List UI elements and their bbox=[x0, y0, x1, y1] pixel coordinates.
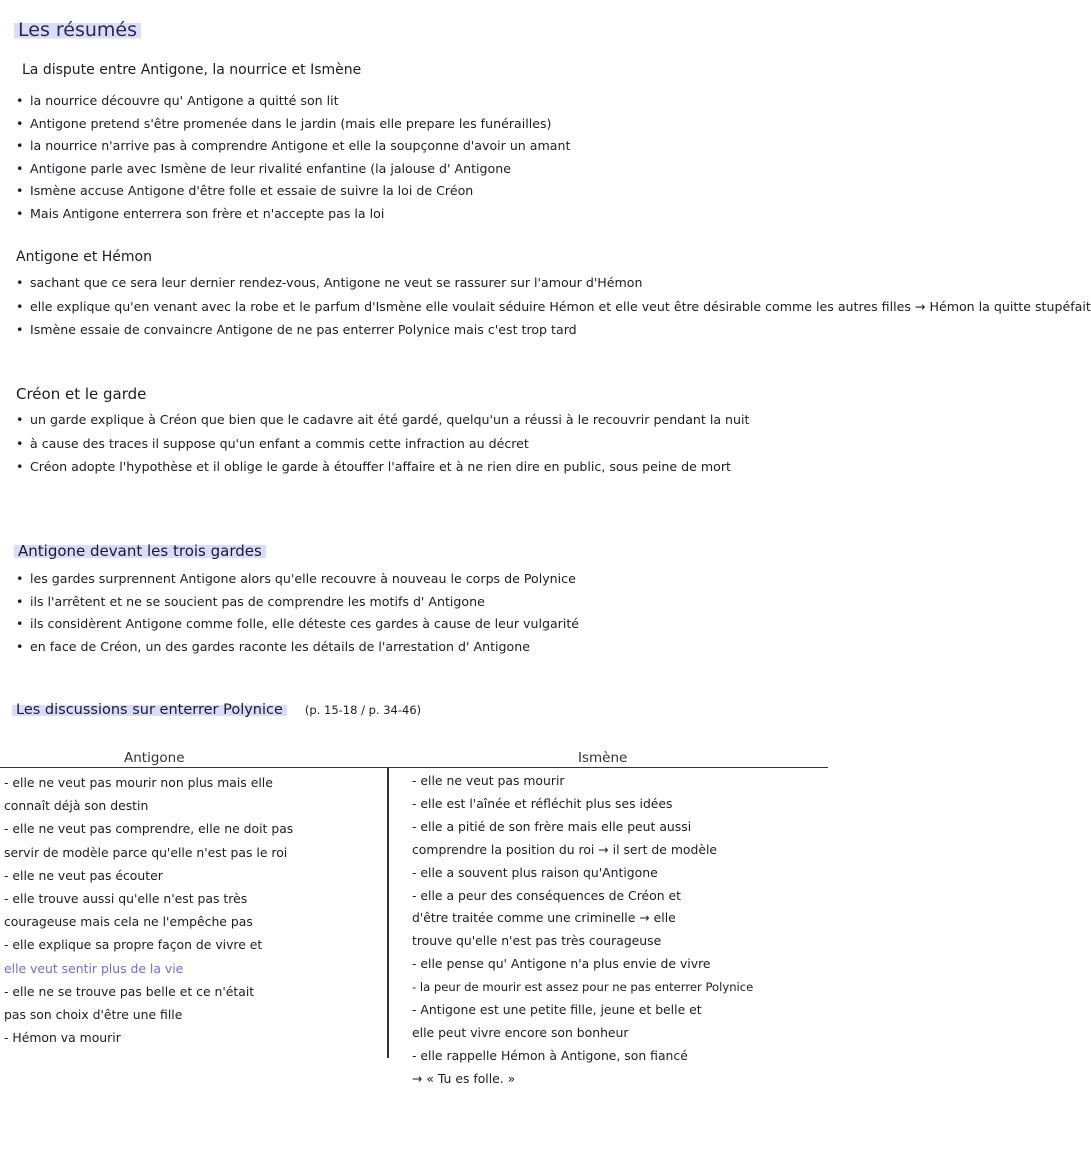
bullet-list-creon-garde bbox=[16, 408, 806, 479]
table-line: - elle a pitié de son frère mais elle peut aussi bbox=[412, 818, 692, 834]
list-item: • Antigone parle avec Ismène de leur rivalité enfantine (la jalouse d' Antigone bbox=[16, 158, 570, 181]
table-line: - elle trouve aussi qu'elle n'est pas très bbox=[4, 891, 248, 907]
table-line: - elle explique sa propre façon de vivre et bbox=[4, 937, 263, 953]
list-item: • la nourrice n'arrive pas à comprendre Antigone et elle la soupçonne d'avoir un amant bbox=[16, 135, 570, 158]
list-item: • Antigone pretend s'être promenée dans le jardin (mais elle prepare les funérailles) bbox=[16, 113, 570, 136]
table-line: servir de modèle parce qu'elle n'est pas le roi bbox=[4, 844, 288, 860]
table-line: connaît déjà son destin bbox=[4, 798, 149, 814]
table-line: - la peur de mourir est assez pour ne pas enterrer Polynice bbox=[412, 980, 754, 995]
table-line: - elle ne veut pas mourir bbox=[412, 773, 565, 788]
list-item: • ils l'arrêtent et ne se soucient pas de comprendre les motifs d' Antigone bbox=[16, 591, 579, 614]
table-line: - elle rappelle Hémon à Antigone, son fiancé bbox=[412, 1047, 688, 1063]
list-item: • sachant que ce sera leur dernier rendez-vous, Antigone ne veut se rassurer sur l'amour d'Hémon bbox=[16, 271, 821, 295]
bullet-list-hemon bbox=[16, 271, 1091, 342]
section-heading-hemon: Antigone et Hémon bbox=[16, 249, 152, 265]
table-line: - elle ne veut pas mourir non plus mais elle bbox=[4, 775, 273, 790]
discussion-heading: Les discussions sur enterrer Polynice (p. 15-18 / p. 34-46) bbox=[12, 702, 421, 718]
list-item: • un garde explique à Créon que bien que le cadavre ait été gardé, quelqu'un a réussi à le recouvrir pendant la nuit bbox=[16, 408, 790, 432]
table-line: courageuse mais cela ne l'empêche pas bbox=[4, 914, 253, 930]
table-line: - elle pense qu' Antigone n'a plus envie de vivre bbox=[412, 956, 711, 972]
list-item: • la nourrice découvre qu' Antigone a quitté son lit bbox=[16, 90, 570, 113]
table-header-divider bbox=[0, 767, 828, 768]
table-line: trouve qu'elle n'est pas très courageuse bbox=[412, 933, 662, 949]
ismene-column bbox=[412, 770, 828, 1091]
list-item: • Mais Antigone enterrera son frère et n'accepte pas la loi bbox=[16, 203, 570, 226]
table-line: - Hémon va mourir bbox=[4, 1030, 121, 1046]
page-reference: (p. 15-18 / p. 34-46) bbox=[304, 703, 422, 717]
list-item: • elle explique qu'en venant avec la robe et le parfum d'Ismène elle voulait séduire Hémon et elle veut être désirable comme les autres filles → Hémon la quitte stupéfait bbox=[16, 295, 800, 319]
table-line: d'être traitée comme une criminelle → elle bbox=[412, 910, 676, 926]
table-line: → « Tu es folle. » bbox=[412, 1070, 516, 1086]
table-column-divider bbox=[387, 768, 389, 1058]
list-item: • en face de Créon, un des gardes raconte les détails de l'arrestation d' Antigone bbox=[16, 636, 579, 659]
section-heading-creon-garde: Créon et le garde bbox=[16, 385, 147, 403]
table-line-highlighted: elle veut sentir plus de la vie bbox=[4, 960, 184, 976]
table-line: comprendre la position du roi → il sert de modèle bbox=[412, 841, 718, 857]
section-heading-dispute: La dispute entre Antigone, la nourrice et Ismène bbox=[22, 62, 362, 78]
table-line: - elle est l'aînée et réfléchit plus ses idées bbox=[412, 795, 673, 811]
table-line: - elle ne veut pas comprendre, elle ne doit pas bbox=[4, 821, 294, 837]
table-line: elle peut vivre encore son bonheur bbox=[412, 1024, 629, 1040]
list-item: • ils considèrent Antigone comme folle, elle déteste ces gardes à cause de leur vulgarité bbox=[16, 613, 579, 636]
table-line: - elle a peur des conséquences de Créon et bbox=[412, 887, 681, 903]
table-line: - elle a souvent plus raison qu'Antigone bbox=[412, 864, 658, 880]
column-header-ismene: Ismène bbox=[578, 750, 628, 766]
table-line: - elle ne se trouve pas belle et ce n'était bbox=[4, 983, 255, 999]
table-line: - elle ne veut pas écouter bbox=[4, 867, 163, 883]
list-item: • Créon adopte l'hypothèse et il oblige le garde à étouffer l'affaire et à ne rien dire en public, sous peine de mort bbox=[16, 455, 805, 479]
column-header-antigone: Antigone bbox=[124, 750, 185, 766]
list-item: • à cause des traces il suppose qu'un enfant a commis cette infraction au décret bbox=[16, 432, 806, 456]
list-item: • les gardes surprennent Antigone alors qu'elle recouvre à nouveau le corps de Polynice bbox=[16, 568, 579, 591]
list-item: • Ismène essaie de convaincre Antigone de ne pas enterrer Polynice mais c'est trop tard bbox=[16, 318, 821, 342]
table-line: pas son choix d'être une fille bbox=[4, 1007, 183, 1023]
table-line: - Antigone est une petite fille, jeune et belle et bbox=[412, 1002, 702, 1018]
bullet-list-dispute bbox=[16, 90, 570, 226]
bullet-list-trois-gardes bbox=[16, 568, 579, 658]
page-title: Les résumés bbox=[14, 19, 141, 41]
antigone-column bbox=[4, 771, 379, 1049]
section-heading-trois-gardes: Antigone devant les trois gardes bbox=[14, 542, 266, 560]
list-item: • Ismène accuse Antigone d'être folle et essaie de suivre la loi de Créon bbox=[16, 180, 570, 203]
